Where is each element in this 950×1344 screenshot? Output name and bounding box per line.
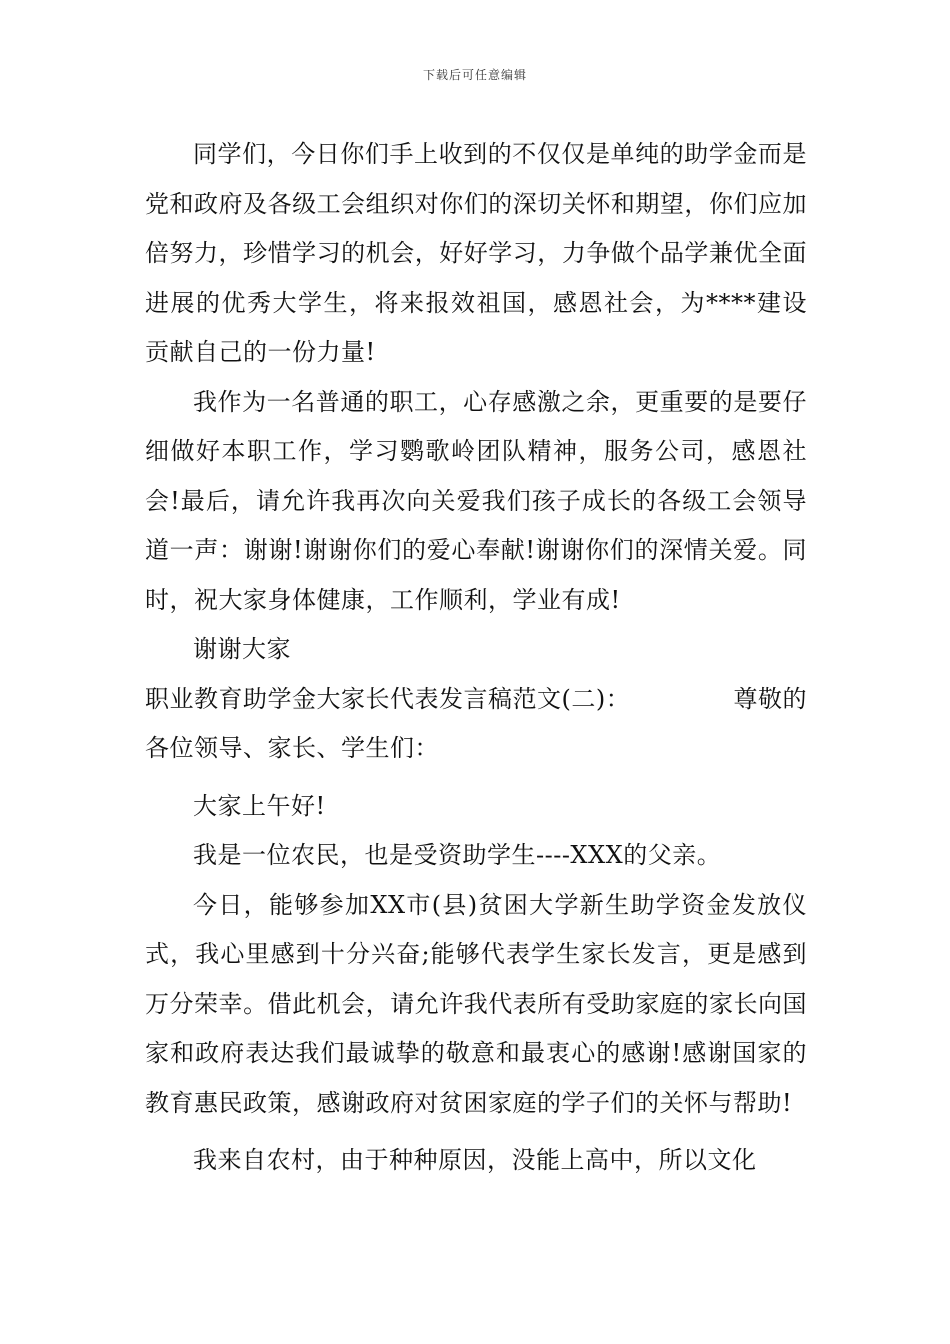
section-title-line bbox=[145, 675, 807, 725]
paragraph-ceremony: 今日，能够参加XX市(县)贫困大学新生助学资金发放仪式，我心里感到十分兴奋;能够代表学生家长发言，更是感到万分荣幸。借此机会，请允许我代表所有受助家庭的家长向国家和政府表达我们最诚挚的敬意和最衷心的感谢!感谢国家的教育惠民政策，感谢政府对贫困家庭的学子们的关怀与帮助! bbox=[145, 890, 807, 1117]
document-body bbox=[145, 130, 807, 1186]
paragraph-worker-thanks: 我作为一名普通的职工，心存感激之余，更重要的是要仔细做好本职工作，学习鹦歌岭团队精神，服务公司，感恩社会!最后，请允许我再次向关爱我们孩子成长的各级工会领导道一声：谢谢!谢谢你们的爱心奉献!谢谢你们的深情关爱。同时，祝大家身体健康，工作顺利，学业有成! bbox=[145, 387, 807, 614]
paragraph-greeting: 大家上午好! bbox=[193, 791, 326, 820]
paragraph-introduction: 我是一位农民，也是受资助学生----XXX的父亲。 bbox=[193, 841, 722, 869]
salutation-rest: 各位领导、家长、学生们： bbox=[145, 734, 439, 762]
paragraph-thanks-everyone: 谢谢大家 bbox=[193, 635, 291, 663]
paragraph-background: 我来自农村，由于种种原因，没能上高中，所以文化 bbox=[193, 1146, 757, 1174]
header-note: 下载后可任意编辑 bbox=[422, 68, 527, 82]
salutation-start: 尊敬的 bbox=[733, 684, 807, 713]
paragraph-gratitude-students: 同学们，今日你们手上收到的不仅仅是单纯的助学金而是党和政府及各级工会组织对你们的深切关怀和期望，你们应加倍努力，珍惜学习的机会，好好学习，力争做个品学兼优全面进展的优秀大学生，将来报效祖国，感恩社会，为****建设贡献自己的一份力量! bbox=[145, 140, 807, 366]
section-title: 职业教育助学金大家长代表发言稿范文(二)： bbox=[145, 684, 631, 713]
